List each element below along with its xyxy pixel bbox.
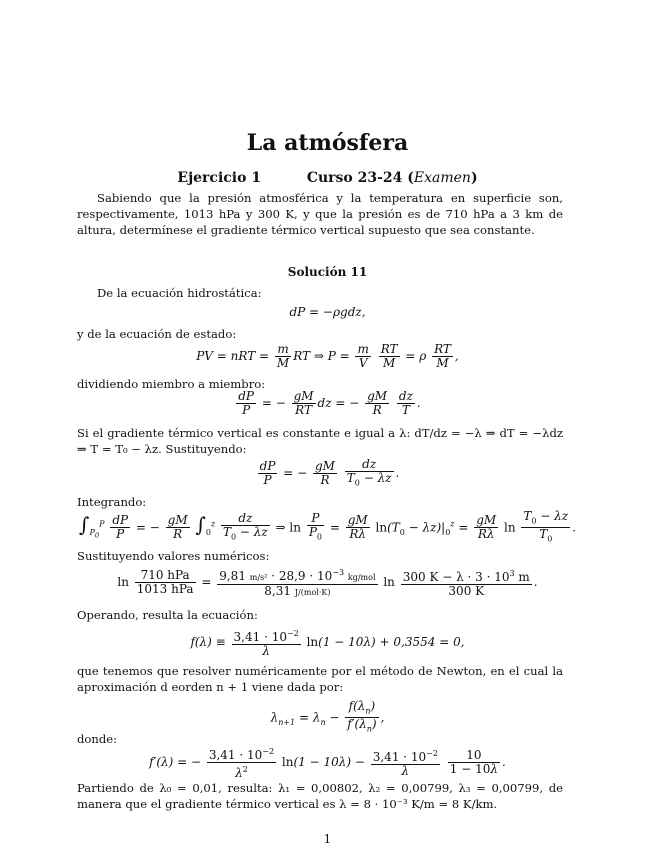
- solution-text-6: Sustituyendo valores numéricos:: [77, 549, 270, 563]
- equation-substitution: $\frac{dP}{P}$ = − $\frac{gM}{R}$ $\frac{dz}{T_0 - \lambda z}$ .: [259, 457, 400, 488]
- solution-text-3: dividiendo miembro a miembro:: [77, 377, 266, 391]
- solution-text-7: Operando, resulta la ecuación:: [77, 608, 258, 622]
- solution-text-8: que tenemos que resolver numéricamente por el método de Newton, en el cual la aproximación d eorden n + 1 viene dada por:: [77, 664, 563, 694]
- equation-state: PV = nRT = $\frac{m}{M}$ RT ⇒ P = $\frac{m}{V}$ $\frac{RT}{M}$ = ρ $\frac{RT}{M}$ ,: [196, 342, 459, 370]
- equation-newton: $\lambda_{n+1} = \lambda_n$ − $\frac{f(\lambda_n)}{f'(\lambda_n)}$ ,: [270, 699, 385, 734]
- equation-integration: $\int_{P_0}^P$ $\frac{dP}{P}$ = − $\frac{gM}{R}$ $\int_0^z$ $\frac{dz}{T_0 - \lambda z}$ ⇒ ln $\frac{P}{P_0}$ = $\frac{gM}{R\lambda}$ $\ln(T_0 - \lambda z)|_0^z$ = $\frac{gM}{R\lambda}$ ln $\frac{T_0 - \lambda z}{T_0}$ .: [79, 509, 576, 544]
- exercise-label: Ejercicio 1: [177, 170, 262, 186]
- solution-text-9: donde:: [77, 732, 118, 746]
- exercise-type: Examen: [413, 170, 471, 186]
- equation-divide: $\frac{dP}{P}$ = − $\frac{gM}{RT}$ dz = − $\frac{gM}{R}$ $\frac{dz}{T}$ .: [238, 389, 421, 417]
- solution-text-2: y de la ecuación de estado:: [77, 327, 237, 341]
- solution-heading: Solución 11: [287, 265, 368, 279]
- page-number: 1: [323, 832, 332, 846]
- equation-derivative: f′(λ) = − $\frac{3,41 \cdot 10^{-2}}{\lambda^2}$ ln(1 − 10λ) − $\frac{3,41 \cdot 10^{-2}}{\lambda}$ $\frac{10}{1 - 10\lambda}$ .: [149, 747, 506, 780]
- equation-hydrostatic: dP = −ρgdz,: [289, 305, 366, 319]
- problem-statement: Sabiendo que la presión atmosférica y la temperatura en superficie son, respectivamente, 1013 hPa y 300 K, y que la presión es de 710 hPa a 3 km de altura, determínese el gradiente térmico vertical supuesto que sea constante.: [77, 191, 563, 237]
- course-label: Curso 23-24: [306, 170, 403, 186]
- solution-text-4: Si el gradiente térmico vertical es constante e igual a λ: dT/dz = −λ ⇒ dT = −λdz ⇒ T = T₀ − λz. Sustituyendo:: [77, 426, 563, 456]
- page-title: La atmósfera: [246, 130, 409, 156]
- solution-conclusion: Partiendo de λ₀ = 0,01, resulta: λ₁ = 0,00802, λ₂ = 0,00799, λ₃ = 0,00799, de manera que el gradiente térmico vertical es λ = 8 · 10⁻³ K/m = 8 K/km.: [77, 781, 563, 811]
- solution-text-1: De la ecuación hidrostática:: [97, 286, 262, 300]
- equation-f-lambda: f(λ) ≡ $\frac{3,41 \cdot 10^{-2}}{\lambda}$ ln(1 − 10λ) + 0,3554 = 0,: [190, 629, 465, 658]
- exercise-header: Ejercicio 1 Curso 23-24 (Examen): [177, 170, 478, 186]
- solution-text-5: Integrando:: [77, 495, 147, 509]
- equation-numeric: ln $\frac{\text{710 hPa}}{\text{1013 hPa}}$ = $\frac{9,81 m/s^2 \cdot 28,9 \cdot 10^{-3} kg/mol}{\text{8,31 J/(mol·K)}}$ ln $\frac{300 K - \lambda \cdot 3 \cdot 10^3 m}{300 K}$ .: [117, 568, 538, 598]
